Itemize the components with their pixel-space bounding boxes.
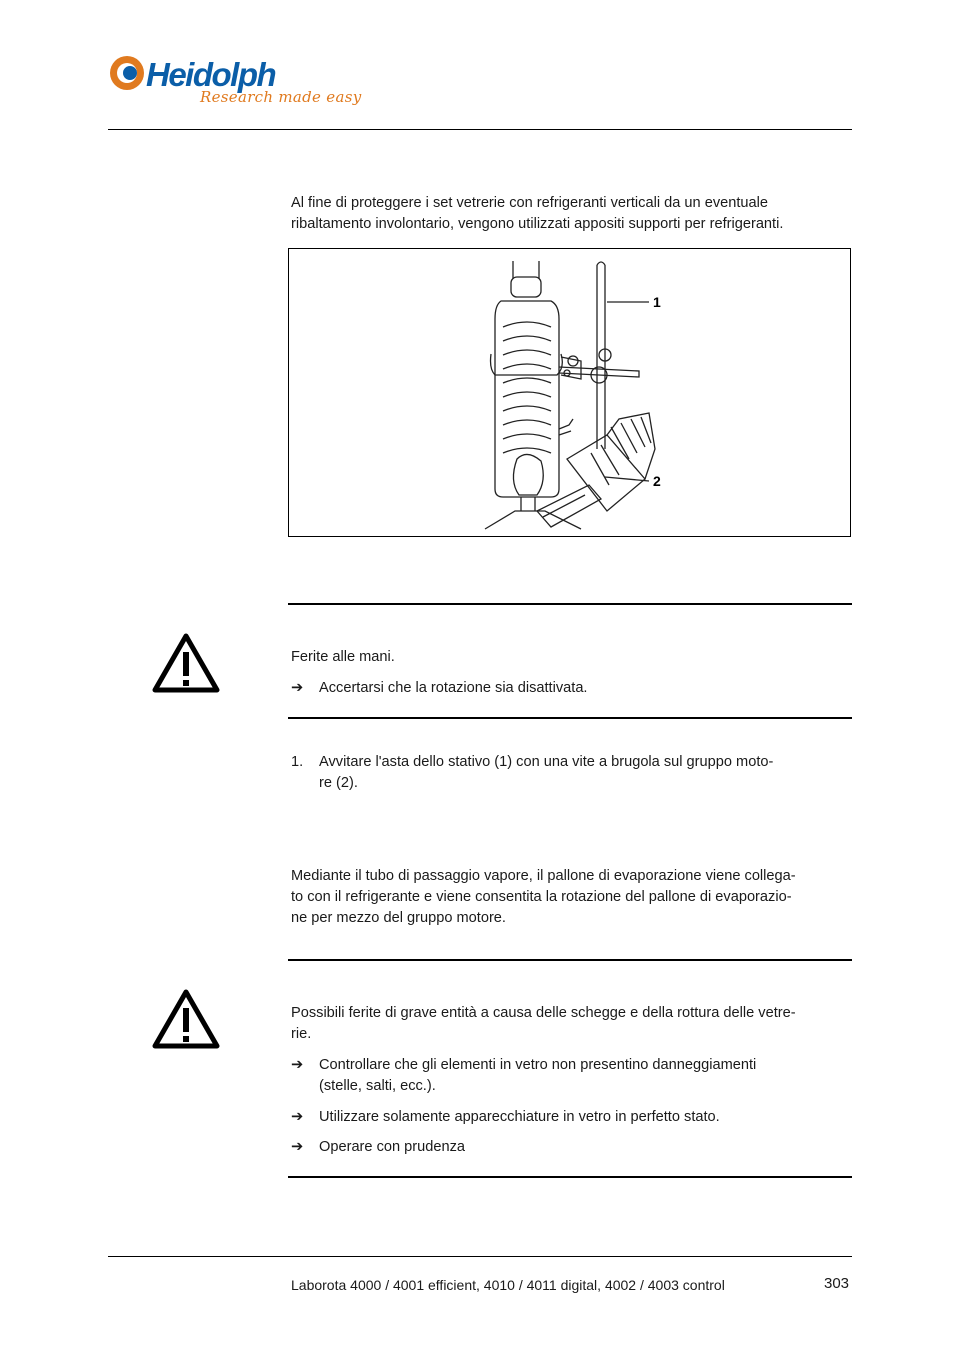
footer-divider bbox=[108, 1256, 852, 1257]
warning2-hazard-line-1: Possibili ferite di grave entità a causa delle schegge e della rottura delle vetre- bbox=[291, 1005, 796, 1021]
warning2-bullet-3-text: Operare con prudenza bbox=[319, 1139, 466, 1155]
arrow-right-icon: ➔ bbox=[291, 1139, 304, 1155]
callout-1: 1 bbox=[653, 294, 661, 310]
warning-triangle-icon bbox=[152, 632, 220, 694]
callout-2: 2 bbox=[653, 473, 661, 489]
condenser-support-illustration bbox=[289, 249, 850, 536]
warning2-top-rule bbox=[288, 959, 852, 961]
intro-line-1: Al fine di proteggere i set vetrerie con refrigeranti verticali da un eventuale bbox=[291, 195, 768, 211]
paragraph2-line-1: Mediante il tubo di passaggio vapore, il pallone di evaporazione viene collega- bbox=[291, 868, 796, 884]
warning2-bottom-rule bbox=[288, 1176, 852, 1178]
figure-condenser-support bbox=[288, 248, 851, 537]
logo-mark-icon bbox=[108, 52, 150, 94]
logo-slogan: Research made easy bbox=[200, 88, 362, 106]
warning2-hazard-line-2: rie. bbox=[291, 1026, 312, 1042]
step-number: 1. bbox=[291, 754, 304, 770]
warning1-bullet-text: Accertarsi che la rotazione sia disattivata. bbox=[319, 680, 588, 696]
paragraph2-line-3: ne per mezzo del gruppo motore. bbox=[291, 910, 506, 926]
arrow-right-icon: ➔ bbox=[291, 680, 304, 696]
warning2-bullet-1-line-1: Controllare che gli elementi in vetro non presentino danneggiamenti bbox=[319, 1057, 757, 1073]
arrow-right-icon: ➔ bbox=[291, 1057, 304, 1073]
warning1-bottom-rule bbox=[288, 717, 852, 719]
warning1-hazard: Ferite alle mani. bbox=[291, 649, 395, 665]
logo-wordmark: Heidolph bbox=[146, 56, 276, 93]
warning2-bullet-1-line-2: (stelle, salti, ecc.). bbox=[319, 1078, 436, 1094]
step-1-line-1: Avvitare l'asta dello stativo (1) con una vite a brugola sul gruppo moto- bbox=[319, 754, 774, 770]
paragraph2-line-2: to con il refrigerante e viene consentita la rotazione del pallone di evaporazio- bbox=[291, 889, 792, 905]
intro-line-2: ribaltamento involontario, vengono utilizzati appositi supporti per refrigeranti. bbox=[291, 216, 784, 232]
page-number: 303 bbox=[824, 1275, 850, 1292]
header-divider bbox=[108, 129, 852, 130]
step-1-line-2: re (2). bbox=[319, 775, 358, 791]
warning1-top-rule bbox=[288, 603, 852, 605]
warning2-bullet-2-text: Utilizzare solamente apparecchiature in vetro in perfetto stato. bbox=[319, 1109, 720, 1125]
footer-product: Laborota 4000 / 4001 efficient, 4010 / 4011 digital, 4002 / 4003 control bbox=[291, 1277, 725, 1293]
arrow-right-icon: ➔ bbox=[291, 1109, 304, 1125]
warning-triangle-icon bbox=[152, 988, 220, 1050]
